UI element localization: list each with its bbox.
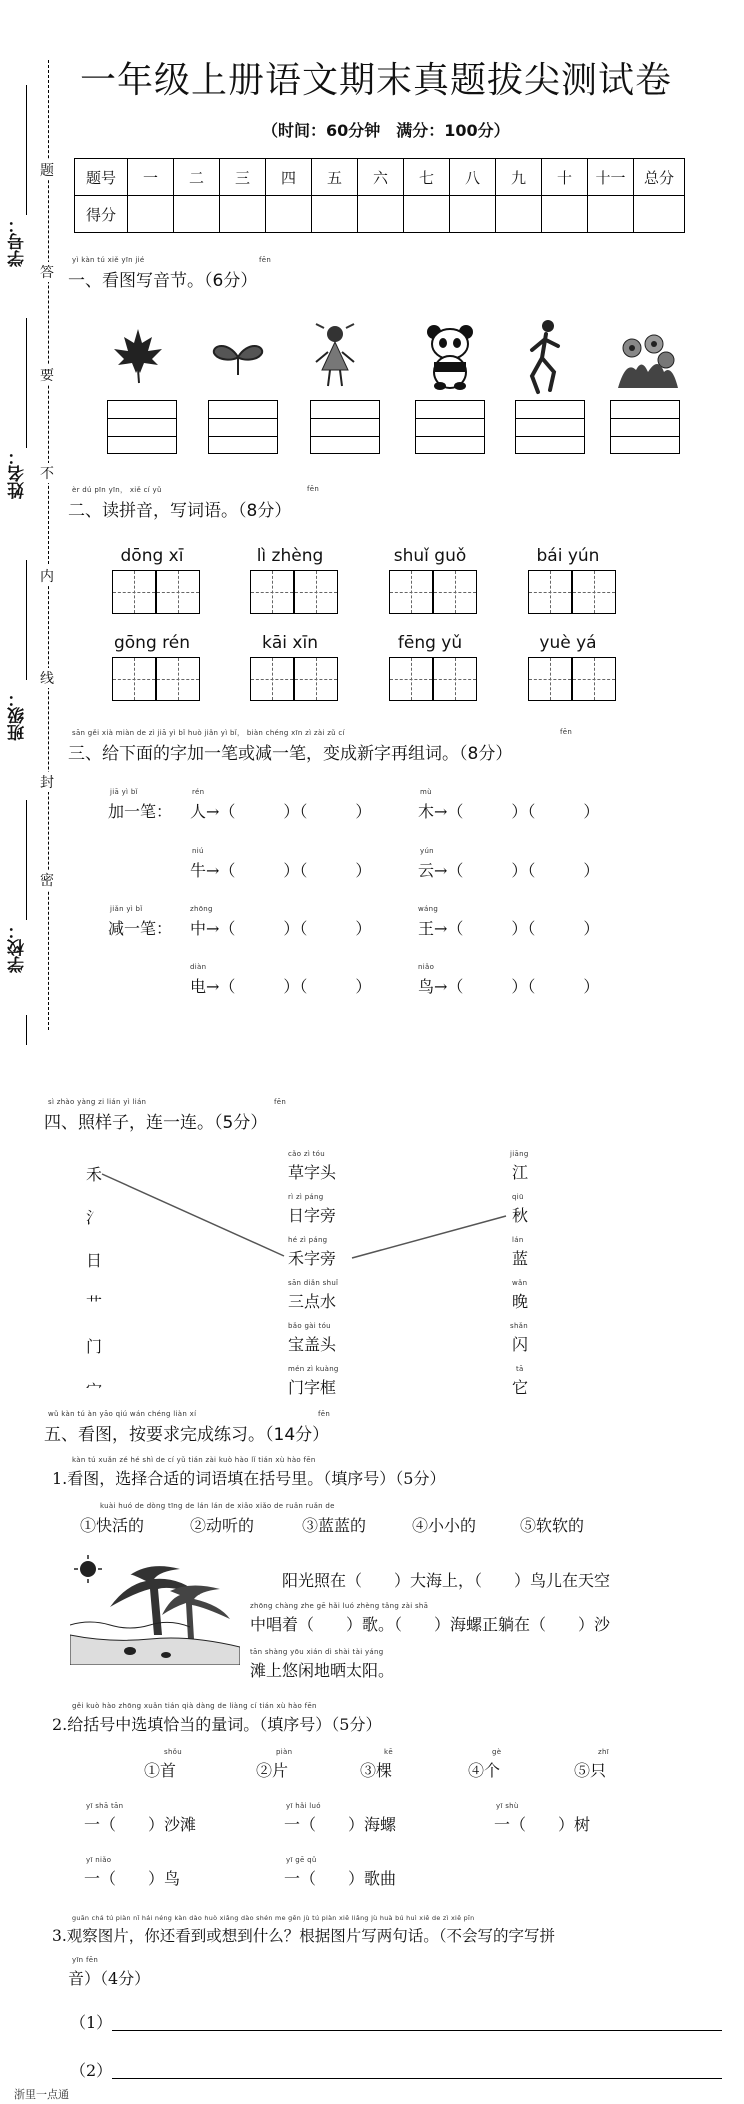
answer-slots[interactable]: →（ ）（ ） (206, 802, 372, 821)
answer-slots[interactable]: →（ ）（ ） (434, 861, 600, 880)
add-stroke-label: 加一笔： (108, 802, 173, 821)
side-label-name: 姓名： (8, 448, 28, 499)
score-header-cell: 题号 (75, 159, 128, 196)
char-zhong: 中 (190, 919, 207, 938)
char-pinyin: niú (192, 847, 204, 855)
section-3-pinyin: sān gěi xià miàn de zì jiā yì bǐ huò jiǎn yì bǐ， biàn chéng xīn zì zài zǔ cí (72, 729, 345, 737)
answer-slots[interactable]: →（ ）（ ） (434, 802, 600, 821)
char-pinyin: wǎn (512, 1279, 528, 1287)
q2-option-pinyin: piàn (276, 1748, 293, 1756)
q2-option-pinyin: zhī (598, 1748, 609, 1756)
side-label-school: 学校： (8, 922, 28, 973)
pinyin-word: lì zhèng (256, 546, 324, 566)
radical-left[interactable]: 禾 (86, 1165, 103, 1184)
section-2-title: 二、读拼音，写词语。（8分） (68, 501, 292, 521)
q1-options-pinyin: kuài huó de dòng tīng de lán lán de xiǎo xiǎo de ruǎn ruǎn de (100, 1502, 335, 1510)
sub-stroke-pinyin: jiǎn yì bǐ (110, 905, 143, 913)
radical-left[interactable]: 门 (86, 1337, 103, 1356)
section-3-title: 三、给下面的字加一笔或减一笔，变成新字再组词。（8分） (68, 744, 513, 764)
char-pinyin: jiāng (510, 1150, 529, 1158)
sub-stroke-label: 减一笔： (108, 919, 173, 938)
seal-char: 不 (40, 463, 54, 483)
q2-pinyin: gěi kuò hào zhōng xuǎn tián qià dàng de liàng cí tián xù hào fēn (72, 1702, 317, 1710)
passage-line-2[interactable]: 中唱着（ ）歌。（ ）海螺正躺在（ ）沙 (250, 1615, 611, 1634)
seal-char: 封 (40, 772, 54, 792)
q2-option: ⑤只 (574, 1761, 607, 1780)
char-pinyin: lán (512, 1236, 524, 1244)
char-mu: 木 (418, 802, 435, 821)
q2-option: ②片 (256, 1761, 289, 1780)
char-pinyin: mù (420, 788, 432, 796)
char-pinyin: shǎn (510, 1322, 529, 1330)
pinyin-word: kāi xīn (262, 633, 318, 653)
score-header-cell: 九 (496, 159, 542, 196)
char-pinyin: niǎo (418, 963, 435, 971)
radical-name[interactable]: 三点水 (288, 1292, 337, 1311)
pinyin-word: yuè yá (539, 633, 597, 653)
q3-title: 3.观察图片，你还看到或想到什么？根据图片写两句话。（不会写的字写拼 (52, 1927, 556, 1945)
shell-icon (124, 1647, 136, 1655)
page-subtitle: （时间：60分钟 满分：100分） (262, 121, 510, 140)
section-4-pinyin-fen: fēn (274, 1098, 287, 1106)
q2-option: ③棵 (360, 1761, 393, 1780)
radical-left[interactable]: 艹 (86, 1294, 103, 1313)
char-right[interactable]: 蓝 (512, 1249, 529, 1268)
q3-pinyin-2: yīn fēn (72, 1956, 99, 1964)
q3-title-cont: 音）（4分） (68, 1969, 151, 1988)
q2-option-pinyin: gè (492, 1748, 502, 1756)
radical-left[interactable]: 宀 (86, 1380, 103, 1399)
char-right[interactable]: 江 (512, 1163, 529, 1182)
radical-name-pinyin: sān diǎn shuǐ (288, 1279, 339, 1287)
q1-option: ③蓝蓝的 (302, 1516, 367, 1535)
char-niao: 鸟 (418, 977, 435, 996)
q1-option: ⑤软软的 (520, 1516, 585, 1535)
section-5-pinyin: wǔ kàn tú àn yāo qiú wán chéng liàn xí (48, 1410, 197, 1418)
section-2-pinyin-fen: fēn (307, 485, 320, 493)
q2-item-pinyin: yī hǎi luó (286, 1802, 321, 1810)
answer-slots[interactable]: →（ ）（ ） (206, 977, 372, 996)
char-right[interactable]: 秋 (512, 1206, 529, 1225)
score-header-cell: 十 (542, 159, 588, 196)
radical-name[interactable]: 门字框 (288, 1378, 337, 1397)
char-right[interactable]: 闪 (512, 1335, 529, 1354)
q2-item-pinyin: yī gē qǔ (286, 1856, 317, 1864)
score-header-cell: 七 (404, 159, 450, 196)
q2-item[interactable]: 一（ ）树 (494, 1815, 591, 1834)
char-pinyin: qiū (512, 1193, 524, 1201)
char-pinyin: diàn (190, 963, 207, 971)
radical-name[interactable]: 宝盖头 (288, 1335, 337, 1354)
q2-item-pinyin: yī shā tān (86, 1802, 124, 1810)
q2-item[interactable]: 一（ ）歌曲 (284, 1869, 397, 1888)
char-dian: 电 (190, 977, 207, 996)
pinyin-word: gōng rén (113, 633, 190, 653)
score-header-cell: 一 (128, 159, 174, 196)
passage-line-1[interactable]: 阳光照在（ ）大海上，（ ）鸟儿在天空 (282, 1571, 611, 1590)
sun-icon (80, 1561, 96, 1577)
score-header-cell: 总分 (634, 159, 685, 196)
score-header-cell: 五 (312, 159, 358, 196)
section-3-pinyin-fen: fēn (560, 728, 573, 736)
q3-pinyin: guān chá tú piàn nǐ hái néng kàn dào huò xiǎng dào shén me gēn jù tú piàn xiě liǎng jù huà bú huì xiě de zì xiě pīn (72, 1914, 475, 1922)
footer-watermark: 浙里一点通 (14, 2088, 69, 2101)
char-pinyin: rén (192, 788, 205, 796)
sea-icon (70, 1622, 190, 1628)
answer-line-2[interactable] (112, 2078, 722, 2079)
char-pinyin: yún (420, 847, 434, 855)
section-5-pinyin-fen: fēn (318, 1410, 331, 1418)
answer-slots[interactable]: →（ ）（ ） (434, 977, 600, 996)
q2-title: 2.给括号中选填恰当的量词。（填序号）（5分） (52, 1715, 382, 1734)
q2-item[interactable]: 一（ ）海螺 (284, 1815, 397, 1834)
add-stroke-pinyin: jiā yì bǐ (110, 788, 138, 796)
radical-name-pinyin: cǎo zì tóu (288, 1150, 325, 1158)
q1-option: ①快活的 (80, 1516, 145, 1535)
section-4-title: 四、照样子，连一连。（5分） (44, 1113, 268, 1133)
char-pinyin: tā (516, 1365, 524, 1373)
radical-name-pinyin: bǎo gài tóu (288, 1322, 331, 1330)
section-2-pinyin: èr dú pīn yīn， xiě cí yǔ (72, 486, 162, 494)
pinyin-word: dōng xī (120, 546, 184, 566)
passage-line-3: 滩上悠闲地晒太阳。 (250, 1661, 395, 1680)
answer-line-label-2: （2） (70, 2061, 113, 2080)
seal-char: 题 (40, 160, 54, 180)
radical-name-pinyin: mén zì kuàng (288, 1365, 339, 1373)
q1-option: ④小小的 (412, 1516, 477, 1535)
q1-pinyin: kàn tú xuǎn zé hé shì de cí yǔ tián zài kuò hào lǐ tián xù hào fēn (72, 1456, 316, 1464)
seal-char: 要 (40, 365, 54, 385)
pinyin-word: fēng yǔ (397, 633, 463, 653)
passage-line-3-pinyin: tān shàng yōu xián dì shài tài yáng (250, 1648, 384, 1656)
section-1-pinyin-fen: fēn (259, 256, 272, 264)
seal-char: 答 (40, 262, 54, 282)
char-pinyin: wáng (418, 905, 439, 913)
q2-option: ①首 (144, 1761, 177, 1780)
radical-left[interactable]: 氵 (86, 1208, 103, 1227)
section-1-pinyin: yì kàn tú xiě yīn jié (72, 256, 145, 264)
side-label-class: 班级： (8, 690, 28, 741)
q2-item[interactable]: 一（ ）沙滩 (84, 1815, 197, 1834)
char-pinyin: zhōng (190, 905, 213, 913)
answer-slots[interactable]: →（ ）（ ） (206, 861, 372, 880)
score-header-cell: 八 (450, 159, 496, 196)
char-yun: 云 (418, 861, 435, 880)
score-header-cell: 六 (358, 159, 404, 196)
q2-option-pinyin: shǒu (164, 1748, 183, 1756)
score-header-cell: 二 (174, 159, 220, 196)
answer-line-label-1: （1） (70, 2013, 113, 2032)
side-label-student-id: 学号： (8, 216, 28, 267)
q1-option: ②动听的 (190, 1516, 255, 1535)
passage-line-2-pinyin: zhōng chàng zhe gē hǎi luó zhèng tǎng zài shā (250, 1602, 429, 1610)
q2-item-pinyin: yī niǎo (86, 1856, 112, 1864)
pinyin-word: shuǐ guǒ (393, 546, 467, 566)
score-row-label: 得分 (75, 196, 128, 233)
q1-title: 1.看图，选择合适的词语填在括号里。（填序号）（5分） (52, 1469, 446, 1488)
radical-name[interactable]: 草字头 (288, 1163, 337, 1182)
radical-name-pinyin: rì zì páng (288, 1193, 324, 1201)
beach-image (70, 1555, 240, 1665)
q2-item-pinyin: yī shù (496, 1802, 519, 1810)
char-ren: 人 (190, 802, 207, 821)
pinyin-word: bái yún (536, 546, 600, 566)
score-header-cell: 十一 (588, 159, 634, 196)
section-1-title: 一、看图写音节。（6分） (68, 271, 258, 291)
seal-char: 内 (40, 566, 54, 586)
seal-char: 线 (40, 668, 54, 688)
q2-option: ④个 (468, 1761, 501, 1780)
section-5-title: 五、看图，按要求完成练习。（14分） (44, 1425, 330, 1445)
char-wang: 王 (418, 919, 435, 938)
score-header-cell: 四 (266, 159, 312, 196)
answer-slots[interactable]: →（ ）（ ） (434, 919, 600, 938)
q2-option-pinyin: kē (384, 1748, 393, 1756)
section-4-pinyin: sì zhào yàng zi lián yì lián (48, 1098, 147, 1106)
char-niu: 牛 (190, 861, 207, 880)
radical-left[interactable]: 日 (86, 1251, 103, 1270)
answer-line-1[interactable] (112, 2030, 722, 2031)
radical-name[interactable]: 禾字旁 (288, 1249, 337, 1268)
char-right[interactable]: 它 (512, 1378, 529, 1397)
char-right[interactable]: 晚 (512, 1292, 529, 1311)
score-header-cell: 三 (220, 159, 266, 196)
radical-name-pinyin: hé zì páng (288, 1236, 328, 1244)
page-title: 一年级上册语文期末真题拔尖测试卷 (80, 60, 673, 101)
q2-item[interactable]: 一（ ）鸟 (84, 1869, 181, 1888)
radical-name[interactable]: 日字旁 (288, 1206, 337, 1225)
answer-slots[interactable]: →（ ）（ ） (206, 919, 372, 938)
seal-char: 密 (40, 870, 54, 890)
